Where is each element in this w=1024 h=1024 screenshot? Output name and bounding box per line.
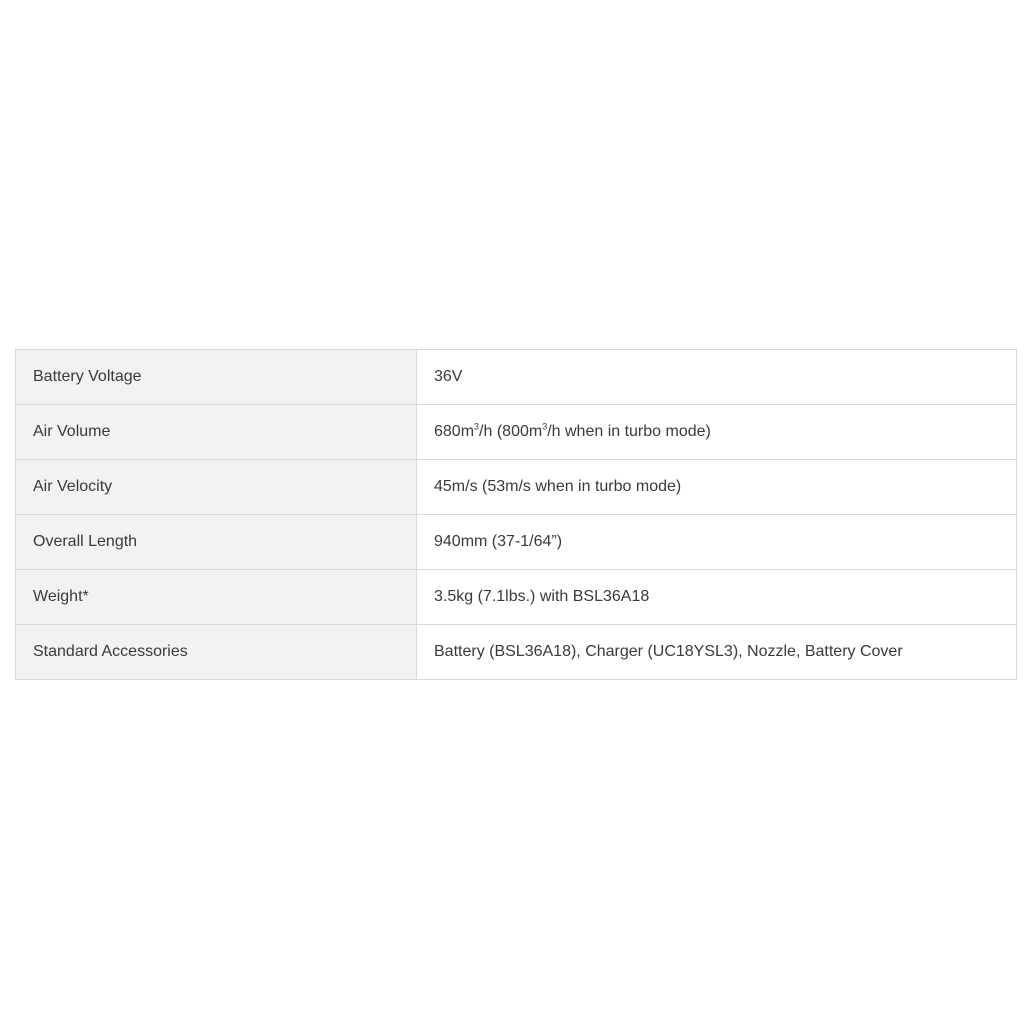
table-row bbox=[16, 460, 1017, 515]
table-row bbox=[16, 570, 1017, 625]
superscript-exponent: 3 bbox=[542, 421, 548, 432]
spec-value bbox=[417, 625, 1017, 680]
spec-label: Battery Voltage bbox=[16, 350, 417, 405]
spec-value-text: /h when in turbo mode) bbox=[547, 423, 711, 440]
spec-table bbox=[15, 349, 1017, 680]
spec-label: Weight* bbox=[16, 570, 417, 625]
table-row bbox=[16, 350, 1017, 405]
table-row bbox=[16, 405, 1017, 460]
spec-label: Standard Accessories bbox=[16, 625, 417, 680]
spec-value bbox=[417, 515, 1017, 570]
spec-value-text: Battery (BSL36A18), Charger (UC18YSL3), Nozzle, Battery Cover bbox=[434, 643, 903, 660]
spec-label: Overall Length bbox=[16, 515, 417, 570]
spec-value-text: 36V bbox=[434, 368, 463, 385]
spec-value bbox=[417, 460, 1017, 515]
spec-value-text: /h (800m bbox=[479, 423, 543, 440]
spec-value bbox=[417, 405, 1017, 460]
spec-value bbox=[417, 570, 1017, 625]
table-row bbox=[16, 515, 1017, 570]
table-row bbox=[16, 625, 1017, 680]
spec-value-text: 3.5kg (7.1lbs.) with BSL36A18 bbox=[434, 588, 650, 605]
spec-value-text: 45m/s (53m/s when in turbo mode) bbox=[434, 478, 682, 495]
spec-label: Air Velocity bbox=[16, 460, 417, 515]
spec-value-text: 680m bbox=[434, 423, 475, 440]
superscript-exponent: 3 bbox=[474, 421, 480, 432]
spec-label: Air Volume bbox=[16, 405, 417, 460]
spec-value bbox=[417, 350, 1017, 405]
spec-value-text: 940mm (37-1/64”) bbox=[434, 533, 563, 550]
